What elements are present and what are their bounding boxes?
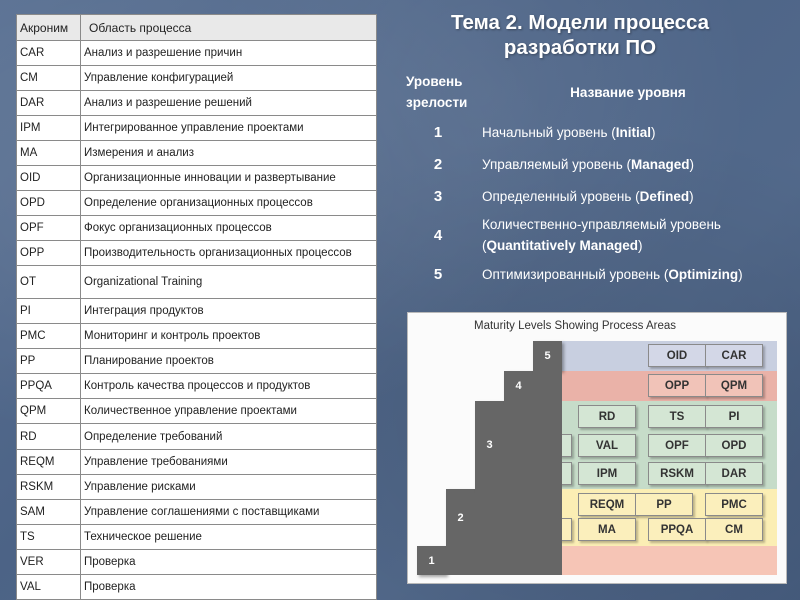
level-name-close: ) <box>651 124 656 140</box>
acronym-cell: VER <box>17 549 81 574</box>
level-name-ru: Количественно-управляемый уровень ( <box>482 217 721 253</box>
acronym-cell: QPM <box>17 399 81 424</box>
level-number: 4 <box>433 226 443 244</box>
process-area-cell: Проверка <box>81 549 377 574</box>
acronym-cell: VAL <box>17 574 81 599</box>
table-row <box>17 374 377 399</box>
table-row <box>17 449 377 474</box>
table-row <box>17 499 377 524</box>
process-area-cell: Интеграция продуктов <box>81 299 377 324</box>
process-area-cell: Управление соглашениями с поставщиками <box>81 499 377 524</box>
process-area-reqm: REQM <box>578 493 636 516</box>
process-area-cell: Анализ и разрешение решений <box>81 91 377 116</box>
table-row <box>17 66 377 91</box>
process-area-opf: OPF <box>648 434 706 457</box>
process-area-rskm: RSKM <box>648 462 706 485</box>
header-acronym: Акроним <box>17 15 81 41</box>
header-level-line-2: зрелости <box>406 95 468 110</box>
acronym-table-header <box>17 15 377 41</box>
acronym-cell: REQM <box>17 449 81 474</box>
process-area-cell: Интегрированное управление проектами <box>81 116 377 141</box>
level-row <box>404 180 794 212</box>
level-name-ru: Управляемый уровень ( <box>482 156 632 172</box>
level-step-column <box>533 371 562 575</box>
process-area-opp: OPP <box>648 374 706 397</box>
level-name <box>482 214 794 256</box>
table-row <box>17 399 377 424</box>
process-area-opd: OPD <box>705 434 763 457</box>
level-row <box>404 212 794 258</box>
header-maturity-level <box>404 71 482 113</box>
header-level-name: Название уровня <box>570 84 686 100</box>
process-area-val: VAL <box>578 434 636 457</box>
process-area-qpm: QPM <box>705 374 763 397</box>
table-row <box>17 91 377 116</box>
table-row <box>17 299 377 324</box>
table-row <box>17 216 377 241</box>
process-area-ts: TS <box>648 405 706 428</box>
process-area-pmc: PMC <box>705 493 763 516</box>
acronym-cell: PMC <box>17 324 81 349</box>
process-area-cell: Управление рисками <box>81 474 377 499</box>
level-number: 5 <box>433 265 443 283</box>
level-name-en: Optimizing <box>668 266 739 282</box>
process-area-cell: Определение организационных процессов <box>81 191 377 216</box>
header-level-line-1: Уровень <box>406 74 463 89</box>
table-row <box>17 574 377 599</box>
acronym-cell: OT <box>17 266 81 299</box>
process-area-cell: Измерения и анализ <box>81 141 377 166</box>
level-number: 2 <box>433 155 443 173</box>
table-row <box>17 324 377 349</box>
process-area-oid: OID <box>648 344 706 367</box>
table-row <box>17 191 377 216</box>
level-step-5: 5 <box>533 341 562 371</box>
page-title <box>410 10 750 60</box>
process-area-cell: Мониторинг и контроль проектов <box>81 324 377 349</box>
level-step-column <box>504 401 533 575</box>
level-name-ru: Оптимизированный уровень ( <box>482 266 669 282</box>
process-area-pp: PP <box>635 493 693 516</box>
levels-header <box>404 68 794 116</box>
process-area-rd: RD <box>578 405 636 428</box>
process-area-ppqa: PPQA <box>648 518 706 541</box>
acronym-cell: SAM <box>17 499 81 524</box>
acronym-cell: PI <box>17 299 81 324</box>
process-area-ipm: IPM <box>578 462 636 485</box>
acronym-cell: OPF <box>17 216 81 241</box>
process-area-cell: Управление конфигурацией <box>81 66 377 91</box>
process-area-cm: CM <box>705 518 763 541</box>
process-area-cell: Анализ и разрешение причин <box>81 41 377 66</box>
process-area-cell: Контроль качества процессов и продуктов <box>81 374 377 399</box>
level-row <box>404 116 794 148</box>
acronym-cell: CAR <box>17 41 81 66</box>
table-row <box>17 141 377 166</box>
process-area-cell: Определение требований <box>81 424 377 449</box>
level-step-column <box>446 546 475 575</box>
acronym-cell: MA <box>17 141 81 166</box>
process-area-cell: Организационные инновации и развертывание <box>81 166 377 191</box>
process-area-ma: MA <box>578 518 636 541</box>
level-row <box>404 258 794 290</box>
acronym-cell: OPD <box>17 191 81 216</box>
level-name <box>482 264 794 285</box>
process-area-car: CAR <box>705 344 763 367</box>
level-number: 3 <box>433 187 443 205</box>
maturity-diagram <box>407 312 787 584</box>
process-area-cell: Фокус организационных процессов <box>81 216 377 241</box>
level-step-1: 1 <box>417 546 446 575</box>
level-step-3: 3 <box>475 401 504 489</box>
level-name-en: Managed <box>631 156 690 172</box>
table-row <box>17 524 377 549</box>
table-row <box>17 166 377 191</box>
acronym-cell: RSKM <box>17 474 81 499</box>
acronym-cell: TS <box>17 524 81 549</box>
acronym-cell: DAR <box>17 91 81 116</box>
table-row <box>17 424 377 449</box>
diagram-title: Maturity Levels Showing Process Areas <box>474 320 676 332</box>
level-name-en: Quantitatively Managed <box>486 238 639 253</box>
level-name-ru: Определенный уровень ( <box>482 188 640 204</box>
level-number: 1 <box>433 123 443 141</box>
level-step-column <box>475 489 504 575</box>
acronym-cell: RD <box>17 424 81 449</box>
level-row <box>404 148 794 180</box>
process-area-cell: Производительность организационных процессов <box>81 241 377 266</box>
level-step-2: 2 <box>446 489 475 546</box>
level-name <box>482 122 794 143</box>
level-name-ru: Начальный уровень ( <box>482 124 616 140</box>
level-name-en: Defined <box>639 188 690 204</box>
table-row <box>17 41 377 66</box>
level-name-en: Initial <box>615 124 652 140</box>
table-row <box>17 349 377 374</box>
process-area-cell: Количественное управление проектами <box>81 399 377 424</box>
header-process-area: Область процесса <box>81 15 377 41</box>
acronym-table <box>16 14 377 600</box>
maturity-levels-table <box>404 68 794 290</box>
process-area-cell: Управление требованиями <box>81 449 377 474</box>
level-name <box>482 154 794 175</box>
acronym-cell: CM <box>17 66 81 91</box>
acronym-cell: OPP <box>17 241 81 266</box>
level-name-close: ) <box>689 188 694 204</box>
process-area-pi: PI <box>705 405 763 428</box>
level-step-4: 4 <box>504 371 533 401</box>
acronym-cell: PP <box>17 349 81 374</box>
table-row <box>17 474 377 499</box>
table-row <box>17 241 377 266</box>
level-name-close: ) <box>638 238 643 253</box>
title-line-2: разработки ПО <box>503 36 657 59</box>
process-area-cell: Техническое решение <box>81 524 377 549</box>
level-name-close: ) <box>689 156 695 172</box>
acronym-cell: IPM <box>17 116 81 141</box>
table-row <box>17 116 377 141</box>
level-name <box>482 186 794 207</box>
title-line-1: Тема 2. Модели процесса <box>450 11 710 34</box>
table-row <box>17 266 377 299</box>
process-area-cell: Organizational Training <box>81 266 377 299</box>
acronym-cell: PPQA <box>17 374 81 399</box>
acronym-cell: OID <box>17 166 81 191</box>
process-area-cell: Планирование проектов <box>81 349 377 374</box>
process-area-cell: Проверка <box>81 574 377 599</box>
process-area-dar: DAR <box>705 462 763 485</box>
level-name-close: ) <box>738 266 743 282</box>
table-row <box>17 549 377 574</box>
